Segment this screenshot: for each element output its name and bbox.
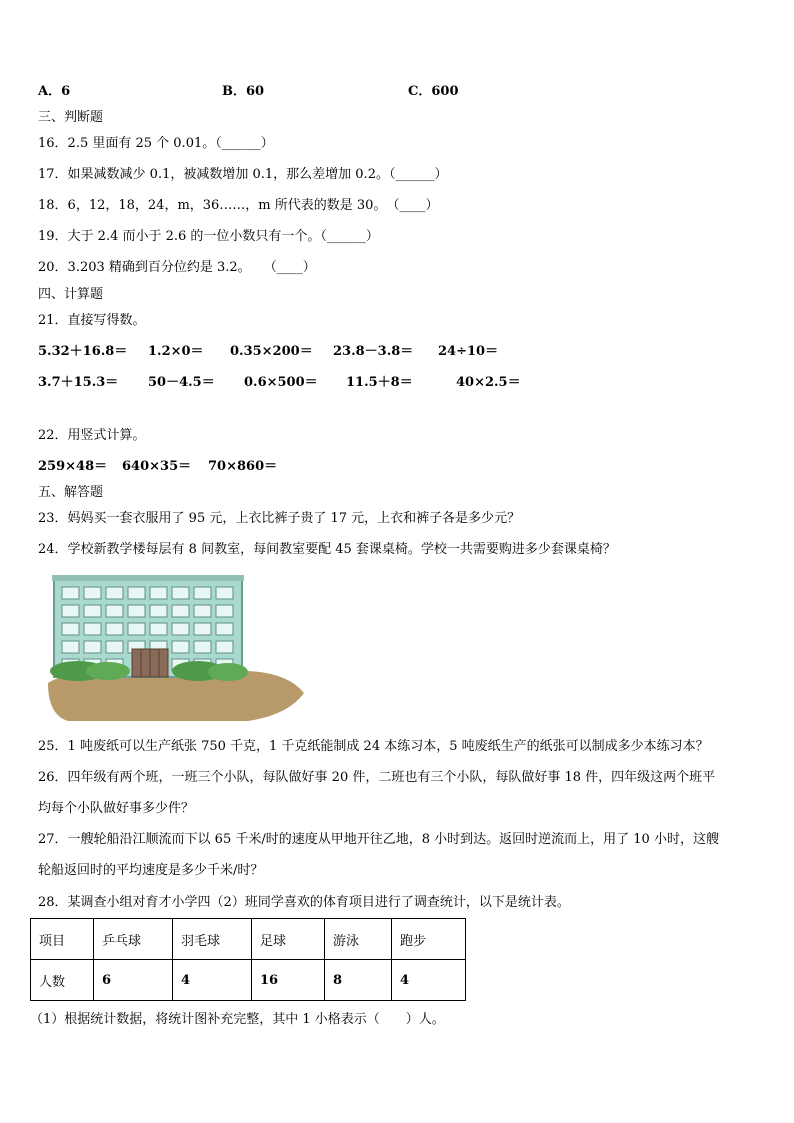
window [150,605,167,617]
table-cell: 羽毛球 [173,919,252,960]
section-calc-heading: 四、计算题 [38,287,104,302]
calc-item: 23.8－3.8＝ [333,344,414,359]
calc-item: 24÷10＝ [438,344,499,359]
table-cell: 游泳 [325,919,392,960]
window [106,605,123,617]
window [194,605,211,617]
table-cell: 4 [173,960,252,1001]
table-header-row [31,919,466,960]
option-a: A．6 [38,84,71,99]
calc-item: 5.32＋16.8＝ [38,344,128,359]
window [106,641,123,653]
calc-item: 40×2.5＝ [456,375,521,390]
question-27-line-1: 27．一艘轮船沿江顺流而下以 65 千米/时的速度从甲地开往乙地，8 小时到达。返回时逆流而上，用了 10 小时，这艘 [38,832,719,847]
window [216,623,233,635]
option-c: C．600 [408,84,459,99]
window [62,641,79,653]
calc-item: 0.6×500＝ [244,375,318,390]
table-cell: 跑步 [392,919,466,960]
calc-item: 50－4.5＝ [148,375,215,390]
window [194,587,211,599]
calc-item: 0.35×200＝ [230,344,313,359]
question-28: 28．某调查小组对育才小学四（2）班同学喜欢的体育项目进行了调查统计，以下是统计表。 [38,895,570,910]
table-cell: 乒乓球 [94,919,173,960]
window [150,623,167,635]
table-cell: 6 [94,960,173,1001]
table-cell: 16 [252,960,325,1001]
question-21: 21．直接写得数。 [38,313,146,328]
window [216,587,233,599]
window [128,605,145,617]
window [62,623,79,635]
window [84,587,101,599]
window [106,587,123,599]
table-cell: 足球 [252,919,325,960]
calc-item: 3.7＋15.3＝ [38,375,119,390]
calc-item: 70×860＝ [208,459,278,474]
school-building-image [48,575,306,723]
window [172,623,189,635]
window [172,605,189,617]
question-28-part-1: （1）根据统计数据，将统计图补充完整，其中 1 小格表示（ ）人。 [30,1012,445,1027]
window [84,623,101,635]
table-cell: 4 [392,960,466,1001]
option-b: B．60 [222,84,265,99]
question-16: 16．2.5 里面有 25 个 0.01。（______） [38,136,274,151]
table-cell: 人数 [31,960,94,1001]
window [128,587,145,599]
question-23: 23．妈妈买一套衣服用了 95 元，上衣比裤子贵了 17 元，上衣和裤子各是多少元？ [38,511,521,526]
section-judge-heading: 三、判断题 [38,110,104,125]
window [84,605,101,617]
window [194,641,211,653]
question-26-line-1: 26．四年级有两个班，一班三个小队，每队做好事 20 件，二班也有三个小队，每队做好事 18 件，四年级这两个班平 [38,770,716,785]
table-cell: 项目 [31,919,94,960]
window [216,641,233,653]
question-26-line-2: 均每个小队做好事多少件？ [38,801,195,816]
question-17: 17．如果减数减少 0.1，被减数增加 0.1，那么差增加 0.2。（______） [38,167,448,182]
window [194,623,211,635]
question-27-line-2: 轮船返回时的平均速度是多少千米/时？ [38,863,264,878]
window [172,587,189,599]
section-solve-heading: 五、解答题 [38,485,104,500]
window [172,641,189,653]
window [216,605,233,617]
statistics-table [30,918,466,1001]
question-19: 19．大于 2.4 而小于 2.6 的一位小数只有一个。（______） [38,229,379,244]
question-20: 20．3.203 精确到百分位约是 3.2。 （____） [38,260,316,275]
table-row [31,960,466,1001]
calc-item: 11.5＋8＝ [346,375,413,390]
question-24: 24．学校新教学楼每层有 8 间教室，每间教室要配 45 套课桌椅。学校一共需要购进多少套课桌椅？ [38,542,616,557]
window [62,587,79,599]
window [106,623,123,635]
window [128,623,145,635]
question-22: 22．用竖式计算。 [38,428,146,443]
question-25: 25．1 吨废纸可以生产纸张 750 千克，1 千克纸能制成 24 本练习本，5 吨废纸生产的纸张可以制成多少本练习本？ [38,739,709,754]
question-18: 18．6，12，18，24，m，36……，m 所代表的数是 30。 （____） [38,198,439,213]
table-cell: 8 [325,960,392,1001]
calc-item: 259×48＝ [38,459,108,474]
window [62,605,79,617]
window [150,587,167,599]
window [84,641,101,653]
calc-item: 640×35＝ [122,459,192,474]
calc-item: 1.2×0＝ [148,344,204,359]
